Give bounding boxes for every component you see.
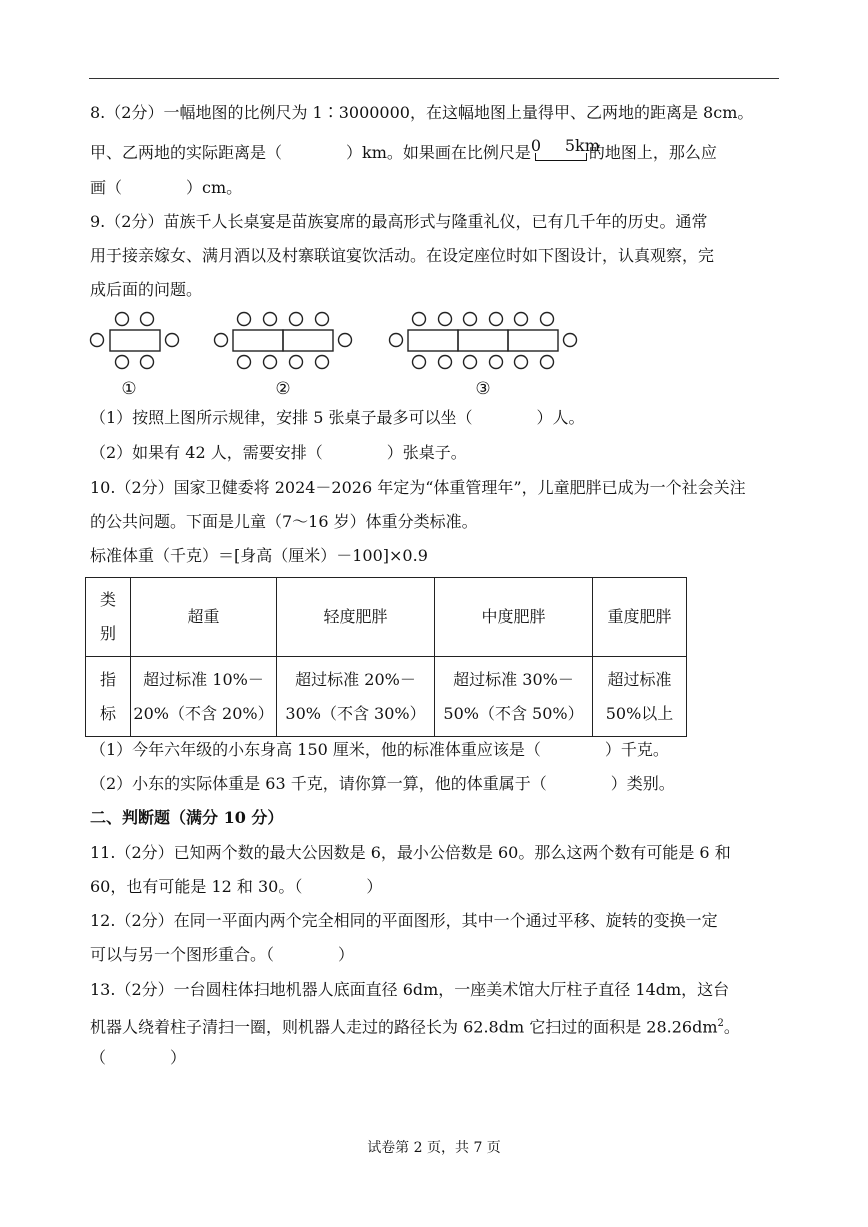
scale-zero: 0: [530, 136, 542, 155]
header-mild-obesity: 轻度肥胖: [277, 578, 435, 657]
q13-line2-b: 。: [723, 1017, 740, 1037]
q11-line2: 60，也有可能是 12 和 30。（ ）: [90, 877, 383, 896]
q13-superscript: 2: [717, 1018, 724, 1029]
cell-mild-l1: 超过标准 20%－: [295, 669, 416, 689]
q9-line1: 9.（2分）苗族千人长桌宴是苗族宴席的最高形式与隆重礼仪，已有几千年的历史。通常: [90, 212, 708, 231]
q10-sub1: （1）今年六年级的小东身高 150 厘米，他的标准体重应该是（ ）千克。: [90, 740, 669, 759]
q13-line2: [90, 1014, 740, 1037]
table-index-row: [86, 657, 687, 737]
cell-severe-l2: 50%以上: [605, 703, 674, 723]
q8-line2: [90, 136, 717, 163]
row-index-l1: 指: [99, 669, 116, 689]
figure-3: [390, 313, 577, 369]
header-severe-obesity: 重度肥胖: [593, 578, 687, 657]
top-rule: [89, 78, 779, 79]
figure-label-2: ②: [275, 379, 291, 399]
q10-sub2: （2）小东的实际体重是 63 千克，请你算一算，他的体重属于（ ）类别。: [90, 774, 675, 793]
page-footer: 试卷第 2 页，共 7 页: [367, 1140, 501, 1156]
row-index-label: [86, 657, 131, 737]
q10-formula: 标准体重（千克）＝[身高（厘米）－100]×0.9: [90, 546, 428, 565]
cell-moderate-l1: 超过标准 30%－: [453, 669, 574, 689]
cell-mild: [277, 657, 435, 737]
q10-line1: 10.（2分）国家卫健委将 2024－2026 年定为“体重管理年”，儿童肥胖已成为一个社会关注: [90, 478, 746, 497]
cell-severe-l1: 超过标准: [607, 669, 672, 689]
weight-standard-table: [85, 577, 687, 737]
q11-line1: 11.（2分）已知两个数的最大公因数是 6，最小公倍数是 60。那么这两个数有可能是 6 和: [90, 843, 731, 862]
table-seating-figure: [86, 306, 586, 401]
header-category-l2: 别: [99, 624, 116, 643]
figure-2: [215, 313, 352, 369]
cell-moderate-l2: 50%（不含 50%）: [443, 703, 584, 723]
figure-label-3: ③: [475, 379, 491, 399]
figure-1: [91, 313, 179, 369]
q13-line2-a: 机器人绕着柱子清扫一圈，则机器人走过的路径长为 62.8dm 它扫过的面积是 28.26dm: [90, 1017, 718, 1037]
header-overweight: 超重: [131, 578, 277, 657]
line-scale-bar: [530, 136, 600, 162]
q9-line2: 用于接亲嫁女、满月酒以及村寨联谊宴饮活动。在设定座位时如下图设计，认真观察，完: [90, 246, 715, 265]
q9-sub1: （1）按照上图所示规律，安排 5 张桌子最多可以坐（ ）人。: [90, 408, 585, 427]
cell-overweight-l2: 20%（不含 20%）: [133, 703, 274, 723]
q13-line1: 13.（2分）一台圆柱体扫地机器人底面直径 6dm，一座美术馆大厅柱子直径 14dm，这台: [90, 980, 730, 999]
q8-line2-a: 甲、乙两地的实际距离是（ ）km。如果画在比例尺是: [90, 143, 531, 162]
cell-severe: [593, 657, 687, 737]
cell-moderate: [435, 657, 593, 737]
figure-label-1: ①: [121, 379, 137, 399]
cell-overweight: [131, 657, 277, 737]
header-moderate-obesity: 中度肥胖: [435, 578, 593, 657]
q8-line1: 8.（2分）一幅地图的比例尺为 1∶3000000，在这幅地图上量得甲、乙两地的距离是 8cm。: [90, 103, 754, 122]
header-category-cell: [86, 578, 131, 657]
q10-line2: 的公共问题。下面是儿童（7～16 岁）体重分类标准。: [90, 512, 478, 531]
q9-sub2: （2）如果有 42 人，需要安排（ ）张桌子。: [90, 443, 467, 462]
q12-line2: 可以与另一个图形重合。（ ）: [90, 945, 355, 964]
scale-bar-line: [535, 153, 587, 161]
header-category-l1: 类: [99, 590, 116, 609]
cell-mild-l2: 30%（不含 30%）: [285, 703, 426, 723]
cell-overweight-l1: 超过标准 10%－: [143, 669, 264, 689]
q9-line3: 成后面的问题。: [90, 280, 203, 299]
scale-label: 5km: [564, 136, 600, 155]
q12-line1: 12.（2分）在同一平面内两个完全相同的平面图形，其中一个通过平移、旋转的变换一定: [90, 911, 718, 930]
q8-line2-b: 的地图上，那么应: [588, 143, 717, 162]
q8-line3: 画（ ）cm。: [90, 178, 243, 197]
table-header-row: [86, 578, 687, 657]
section-2-title: 二、判断题（满分 10 分）: [90, 808, 284, 827]
q13-line3: （ ）: [90, 1048, 187, 1067]
row-index-l2: 标: [99, 703, 116, 723]
